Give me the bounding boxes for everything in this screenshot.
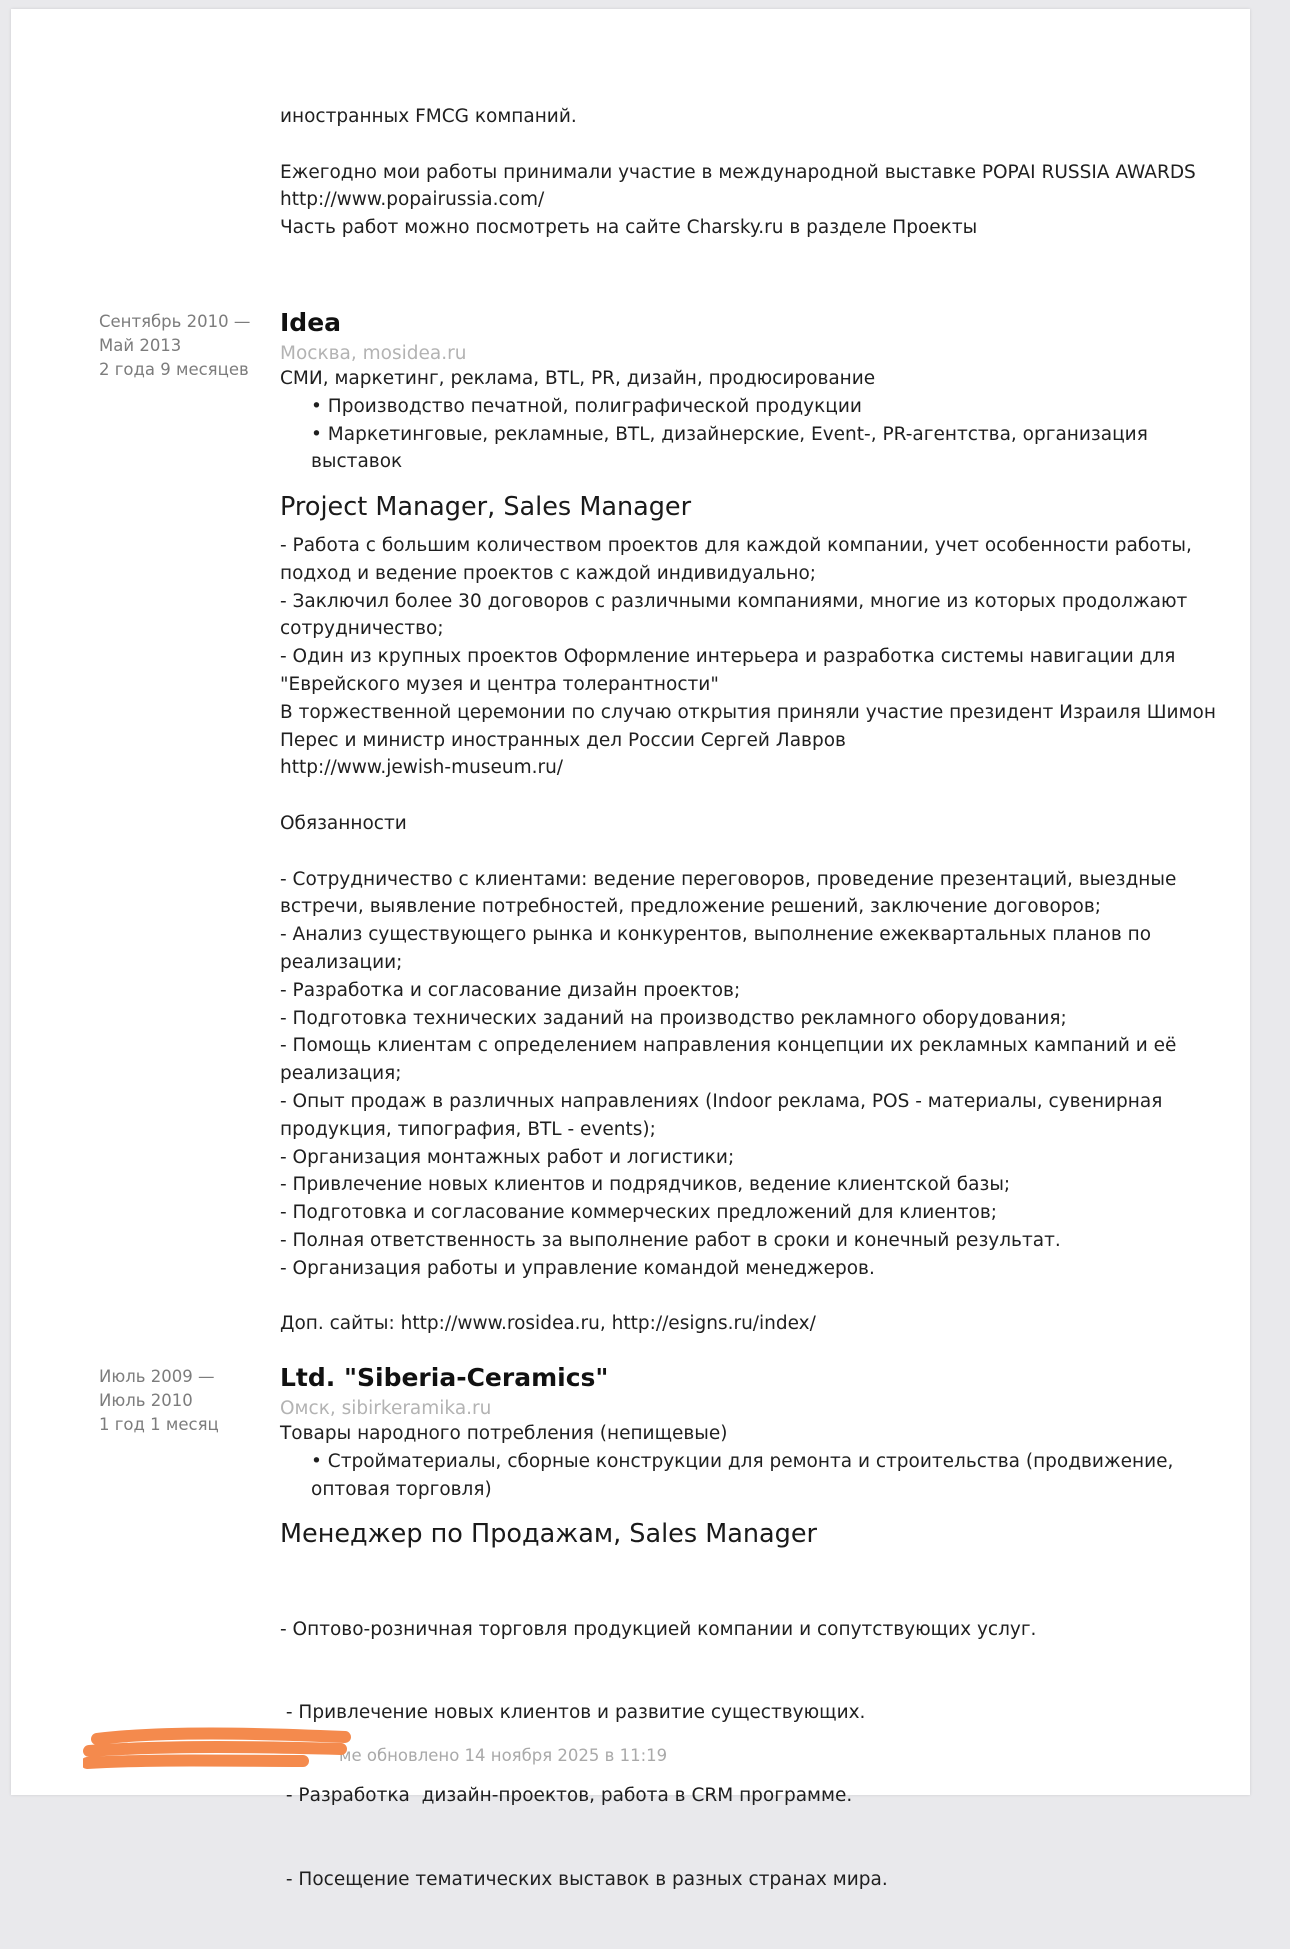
intro-line: Ежегодно мои работы принимали участие в международной выставке POPAI RUSSIA AWARDS — [280, 161, 1196, 183]
period-end: Май 2013 — [99, 336, 182, 355]
description-line: - Анализ существующего рынка и конкурентов, выполнение ежеквартальных планов по — [280, 924, 1152, 946]
description-line: подход и ведение проектов с каждой индивидуально; — [280, 562, 817, 584]
description-line: - Один из крупных проектов Оформление интерьера и разработка системы навигации для — [280, 646, 1176, 668]
job-position: Менеджер по Продажам, Sales Manager — [280, 1519, 818, 1549]
description-line: - Привлечение новых клиентов и развитие существующих. — [280, 1701, 866, 1723]
industry-bullet: • Маркетинговые, рекламные, BTL, дизайнерские, Event-, PR-агентства, организация — [311, 423, 1148, 445]
description-line: реализация; — [280, 1063, 402, 1085]
description-line: - Посещение тематических выставок в разных странах мира. — [280, 1868, 888, 1890]
description-line: - Помощь клиентам с определением направления концепции их рекламных кампаний и её — [280, 1035, 1177, 1057]
description-line: - Привлечение новых клиентов и подрядчиков, ведение клиентской базы; — [280, 1174, 1011, 1196]
description-blank — [280, 782, 1216, 810]
description-line: - Работа с большим количеством проектов для каждой компании, учет особенности работы, — [280, 535, 1192, 556]
industry-bullet: • Производство печатной, полиграфической продукции — [311, 395, 862, 417]
company-name: Idea — [280, 308, 342, 337]
industry-bullet: оптовая торговля) — [311, 1478, 492, 1500]
job-description — [280, 532, 1216, 1338]
company-industry: Товары народного потребления (непищевые) — [280, 1423, 728, 1444]
period-duration: 2 года 9 месяцев — [99, 360, 249, 379]
description-line: - Оптово-розничная торговля продукцией компании и сопутствующих услуг. — [280, 1618, 1037, 1640]
company-industry-block — [280, 365, 1148, 476]
description-line: - Разработка дизайн-проектов, работа в CRM программе. — [280, 1785, 853, 1807]
company-location: Москва, mosidea.ru — [280, 343, 467, 364]
industry-bullet: • Стройматериалы, сборные конструкции для ремонта и строительства (продвижение, — [311, 1450, 1174, 1472]
period-duration: 1 год 1 месяц — [99, 1415, 219, 1434]
duties-heading: Обязанности — [280, 812, 407, 834]
description-line: - Заключил более 30 договоров с различными компаниями, многие из которых продолжают — [280, 590, 1188, 612]
intro-block — [280, 103, 1196, 242]
period-start: Сентябрь 2010 — — [99, 312, 251, 331]
extra-sites[interactable]: Доп. сайты: http://www.rosidea.ru, http://esigns.ru/index/ — [280, 1313, 816, 1335]
description-line: - Подготовка и согласование коммерческих предложений для клиентов; — [280, 1202, 998, 1224]
intro-line: иностранных FMCG компаний. — [280, 106, 577, 127]
company-location: Омск, sibirkeramika.ru — [280, 1398, 492, 1419]
description-blank — [280, 838, 1216, 866]
company-industry: СМИ, маркетинг, реклама, BTL, PR, дизайн, продюсирование — [280, 368, 876, 389]
job-position: Project Manager, Sales Manager — [280, 492, 692, 522]
description-line: - Организация работы и управление командой менеджеров. — [280, 1257, 875, 1279]
intro-link[interactable]: http://www.popairussia.com/ — [280, 189, 545, 211]
period-end: Июль 2010 — [99, 1391, 193, 1410]
description-line: реализации; — [280, 951, 403, 973]
description-line: продукция, типография, BTL - events); — [280, 1118, 656, 1140]
job-period — [99, 310, 279, 382]
job-period — [99, 1365, 279, 1437]
description-link[interactable]: http://www.jewish-museum.ru/ — [280, 757, 564, 779]
description-blank — [280, 1283, 1216, 1311]
period-start: Июль 2009 — — [99, 1367, 215, 1386]
redaction-scribble — [83, 1727, 353, 1775]
company-name: Ltd. "Siberia-Ceramics" — [280, 1363, 609, 1392]
description-line: - Разработка и согласование дизайн проектов; — [280, 979, 741, 1001]
description-line: В торжественной церемонии по случаю открытия приняли участие президент Израиля Шимон — [280, 701, 1216, 723]
description-line: - Организация монтажных работ и логистики; — [280, 1146, 735, 1168]
description-line: Перес и министр иностранных дел России Сергей Лавров — [280, 729, 846, 751]
industry-bullet: выставок — [311, 451, 403, 473]
description-line: - Подготовка технических заданий на производство рекламного оборудования; — [280, 1007, 1067, 1029]
description-line: встречи, выявление потребностей, предложение решений, заключение договоров; — [280, 896, 1102, 918]
intro-blank — [280, 131, 1196, 159]
description-line: - Сотрудничество с клиентами: ведение переговоров, проведение презентаций, выездные — [280, 868, 1177, 890]
intro-line: Часть работ можно посмотреть на сайте Charsky.ru в разделе Проекты — [280, 217, 978, 239]
company-industry-block — [280, 1420, 1173, 1503]
description-line: сотрудничество; — [280, 618, 444, 640]
updated-footer: ме обновлено 14 ноября 2025 в 11:19 — [339, 1746, 668, 1765]
description-line: - Опыт продаж в различных направлениях (Indoor реклама, POS - материалы, сувенирная — [280, 1090, 1163, 1112]
description-line: "Еврейского музея и центра толерантности" — [280, 673, 719, 695]
resume-page — [11, 9, 1250, 1890]
description-line: - Полная ответственность за выполнение работ в сроки и конечный результат. — [280, 1229, 1061, 1251]
